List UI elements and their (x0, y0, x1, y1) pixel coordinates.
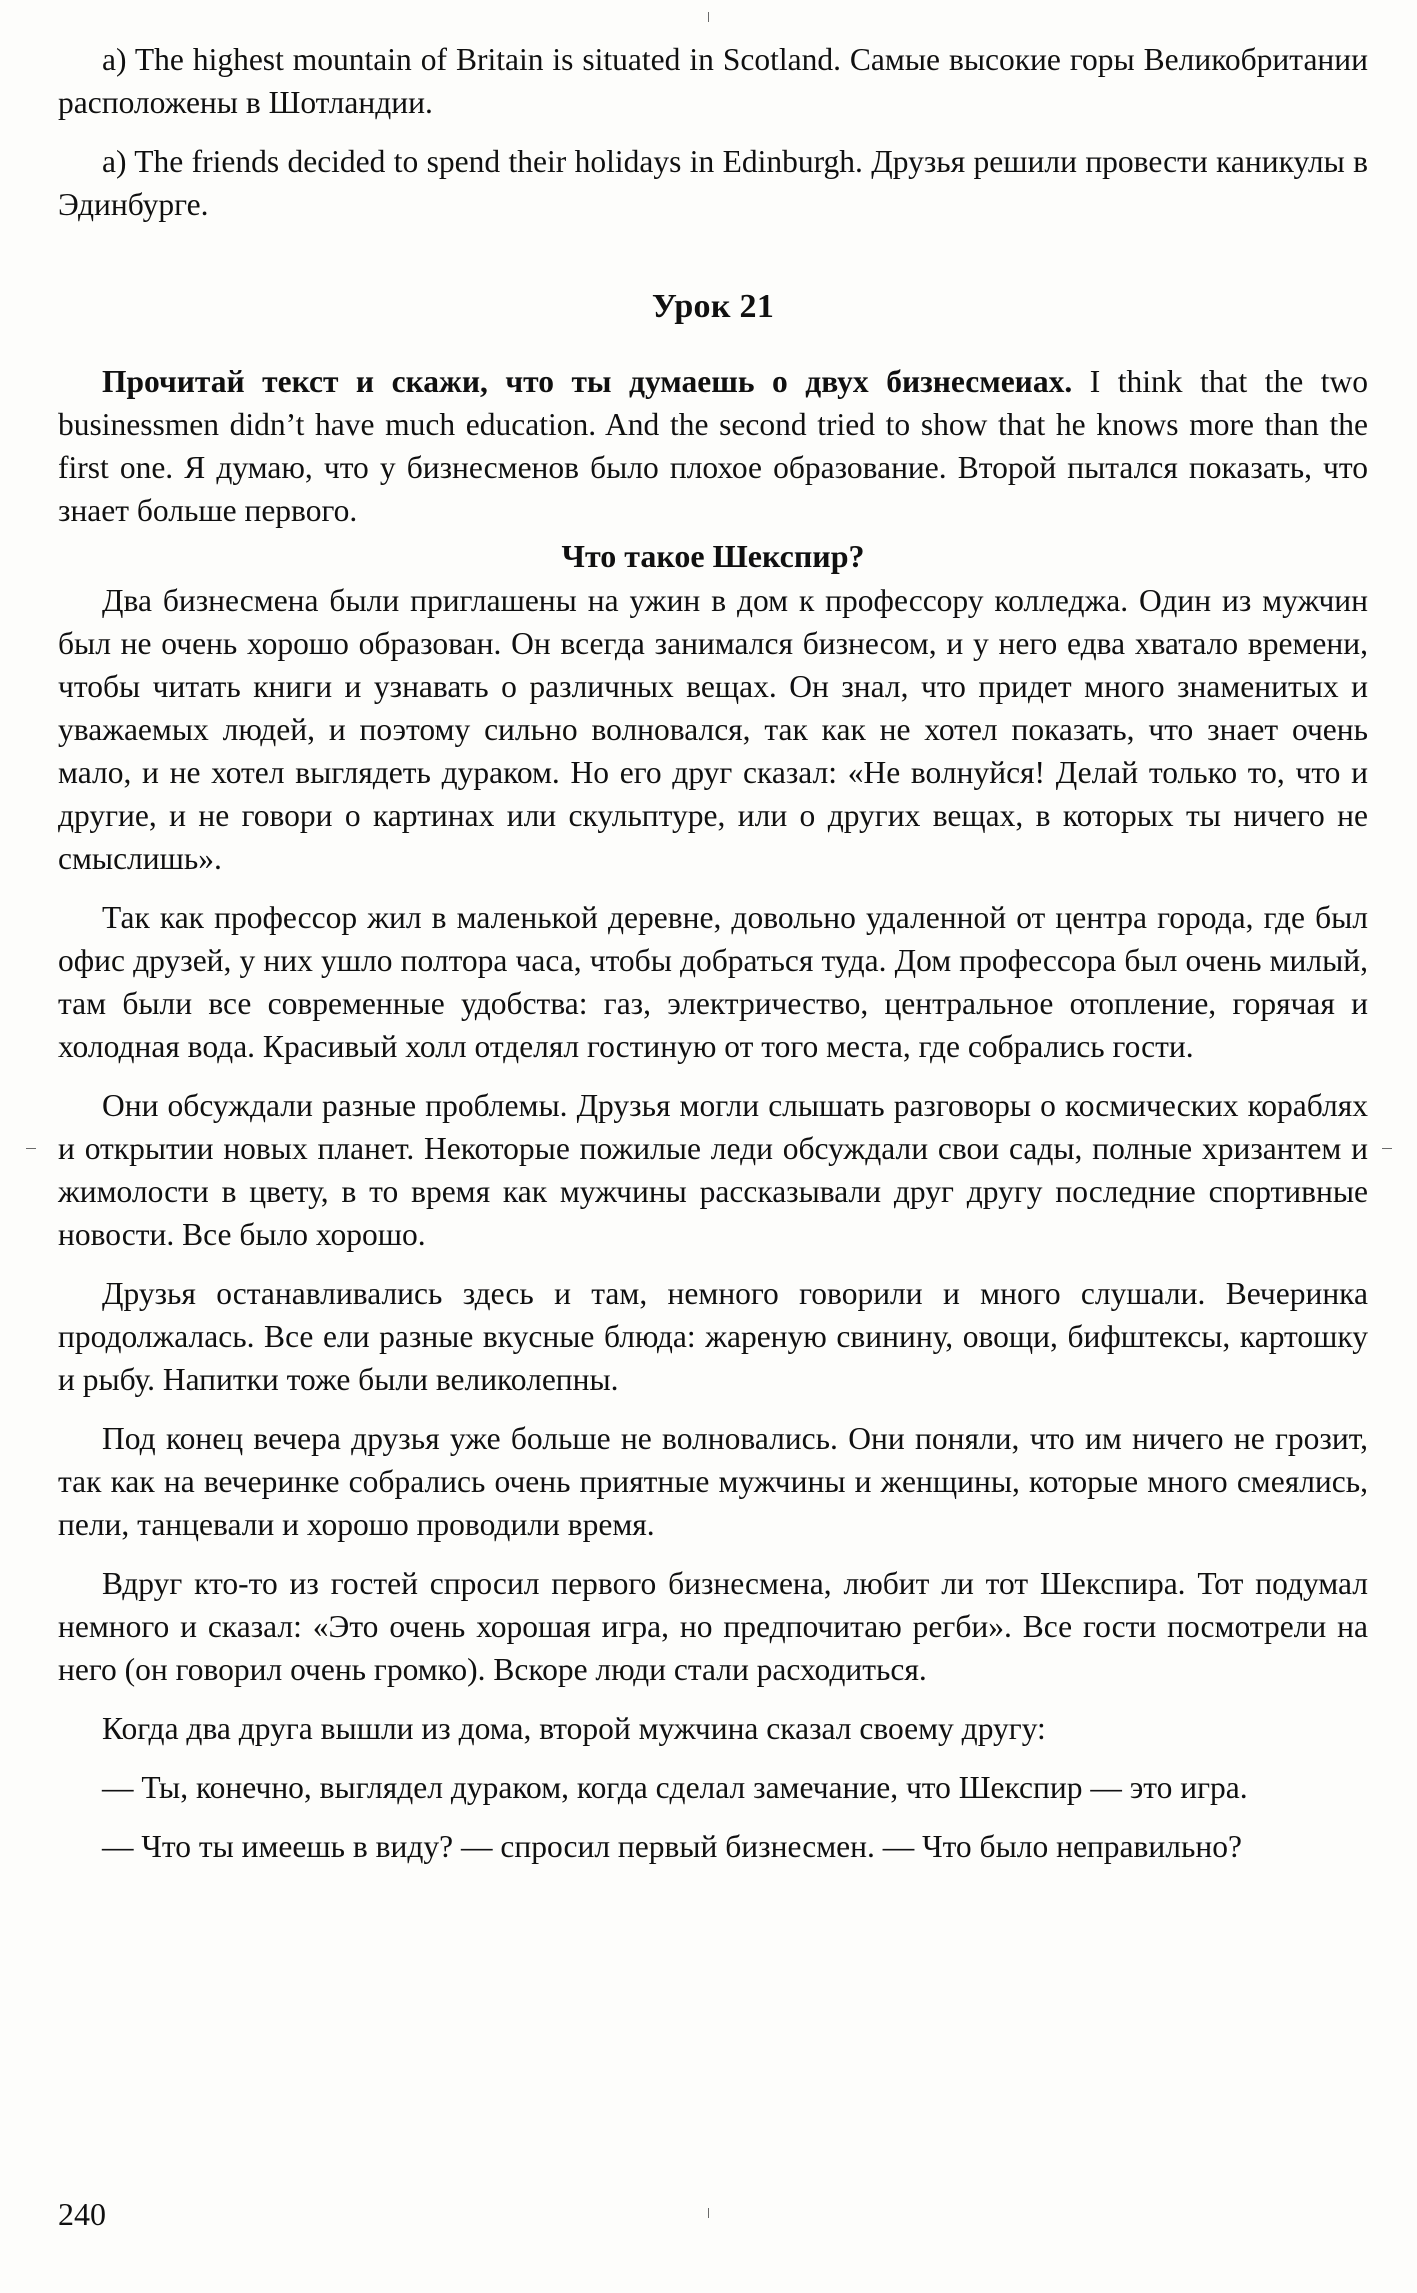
story-paragraph-2: Так как профессор жил в маленькой деревне, довольно удаленной от центра города, где был офис друзей, у них ушло полтора часа, чтобы добраться туда. Дом профессора был очень милый, там были все современные удобства: газ, электричество, центральное отопление, горячая и холодная вода. Красивый холл отделял гостиную от того места, где собрались гости. (58, 900, 1368, 1064)
story-paragraph-7: Когда два друга вышли из дома, второй мужчина сказал своему другу: (102, 1711, 1046, 1746)
story-paragraph-3: Они обсуждали разные проблемы. Друзья могли слышать разговоры о космических кораблях и открытии новых планет. Некоторые пожилые леди обсуждали свои сады, полные хризантем и жимолости в цвету, в то время как мужчины рассказывали друг другу последние спортивные новости. Все было хорошо. (58, 1088, 1368, 1252)
crop-mark-top (708, 12, 709, 22)
section-title: Что такое Шекспир? (561, 538, 865, 574)
story-paragraph-5: Под конец вечера друзья уже больше не волновались. Они поняли, что им ничего не грозит, так как на вечеринке собрались очень приятные мужчины и женщины, которые много смеялись, пели, танцевали и хорошо проводили время. (58, 1421, 1368, 1542)
answer-paragraph-a1: a) The highest mountain of Britain is situated in Scotland. Самые высокие горы Великобритании расположены в Шотландии. (58, 42, 1368, 120)
story-dialogue-line-2: — Что ты имеешь в виду? — спросил первый бизнесмен. — Что было неправильно? (102, 1829, 1242, 1864)
crop-mark-bottom (708, 2208, 709, 2218)
crop-mark-right (1382, 1148, 1392, 1149)
task-paragraph (58, 360, 1368, 532)
lesson-title: Урок 21 (651, 288, 775, 325)
page-content (58, 38, 1368, 1868)
story-block (58, 579, 1368, 1868)
page-number: 240 (58, 2196, 106, 2232)
answer-paragraph-a2: a) The friends decided to spend their holidays in Edinburgh. Друзья решили провести каникулы в Эдинбурге. (58, 144, 1368, 222)
story-dialogue-line-1: — Ты, конечно, выглядел дураком, когда сделал замечание, что Шекспир — это игра. (102, 1770, 1248, 1805)
story-paragraph-1: Два бизнесмена были приглашены на ужин в дом к профессору колледжа. Один из мужчин был не очень хорошо образован. Он всегда занимался бизнесом, и у него едва хватало времени, чтобы читать книги и узнавать о различных вещах. Он знал, что придет много знаменитых и уважаемых людей, и поэтому сильно волновался, так как не хотел показать, что знает очень мало, и не хотел выглядеть дураком. Но его друг сказал: «Не волнуйся! Делай только то, что и другие, и не говори о картинах или скульптуре, или о других вещах, в которых ты ничего не смыслишь». (58, 583, 1368, 876)
top-answers-block (58, 38, 1368, 226)
crop-mark-left (26, 1148, 36, 1149)
story-paragraph-6: Вдруг кто-то из гостей спросил первого бизнесмена, любит ли тот Шекспира. Тот подумал немного и сказал: «Это очень хорошая игра, но предпочитаю регби». Все гости посмотрели на него (он говорил очень громко). Вскоре люди стали расходиться. (58, 1566, 1368, 1687)
task-lead: Прочитай текст и скажи, что ты думаешь о двух бизнесмеиах. (102, 364, 1073, 399)
task-body: I think that the two businessmen didn’t have much education. And the second tried to show that he knows more than the first one. Я думаю, что у бизнесменов было плохое образование. Второй пытался показать, что знает больше первого. (58, 364, 1368, 528)
story-paragraph-4: Друзья останавливались здесь и там, немного говорили и много слушали. Вечеринка продолжалась. Все ели разные вкусные блюда: жареную свинину, овощи, бифштексы, картошку и рыбу. Напитки тоже были великолепны. (58, 1276, 1368, 1397)
